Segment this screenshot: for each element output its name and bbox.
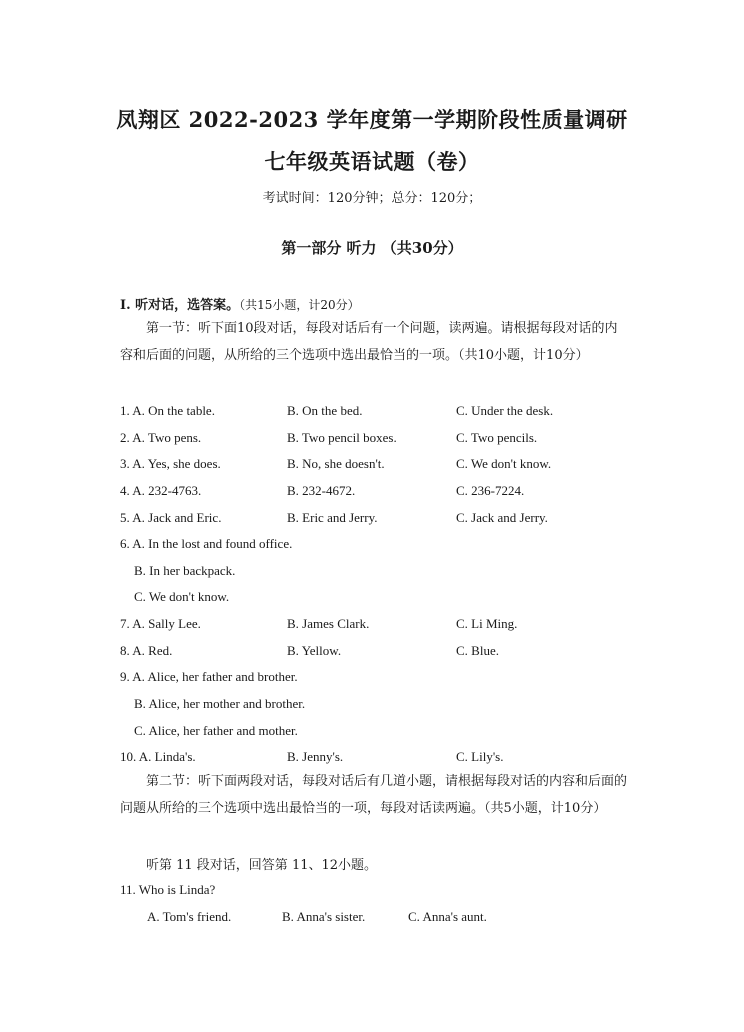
q10-option-c: C. Lily's. <box>456 749 504 764</box>
q7-option-a: 7. A. Sally Lee. <box>120 616 201 631</box>
q5-option-b: B. Eric and Jerry. <box>287 510 378 525</box>
q1-option-c: C. Under the desk. <box>456 403 554 418</box>
q9-option-c: C. Alice, her father and mother. <box>134 723 298 738</box>
q8-option-b: B. Yellow. <box>287 643 342 658</box>
q8-option-c: C. Blue. <box>456 643 499 658</box>
q9-option-a: 9. A. Alice, her father and brother. <box>120 669 298 684</box>
section-title <box>120 294 360 313</box>
q8-option-a: 8. A. Red. <box>120 643 173 658</box>
q4-option-b: B. 232-4672. <box>287 483 356 498</box>
q6-option-c: C. We don't know. <box>134 589 230 604</box>
q1-option-a: 1. A. On the table. <box>120 403 215 418</box>
q7-option-b: B. James Clark. <box>287 616 370 631</box>
q11-option-a: A. Tom's friend. <box>147 909 232 924</box>
q3-option-b: B. No, she doesn't. <box>287 456 385 471</box>
q11-option-b: B. Anna's sister. <box>282 909 366 924</box>
exam-subtitle: 七年级英语试题（卷） <box>264 149 480 174</box>
q11-option-c: C. Anna's aunt. <box>408 909 487 924</box>
q2-option-c: C. Two pencils. <box>456 430 538 445</box>
q7-option-c: C. Li Ming. <box>456 616 518 631</box>
dialogue11-note: 听第 11 段对话，回答第 11、12小题。 <box>146 858 378 873</box>
q3-option-c: C. We don't know. <box>456 456 552 471</box>
subsection2-instructions <box>120 768 630 822</box>
subsection1-instructions <box>120 315 630 369</box>
exam-title: 凤翔区 2022-2023 学年度第一学期阶段性质量调研 <box>116 107 628 132</box>
section-title-text: I. 听对话，选答案。 <box>120 298 240 313</box>
q4-option-c: C. 236-7224. <box>456 483 525 498</box>
q9-option-b: B. Alice, her mother and brother. <box>134 696 306 711</box>
q6-option-a: 6. A. In the lost and found office. <box>120 536 293 551</box>
subsection2-text: 第二节：听下面两段对话，每段对话后有几道小题，请根据每段对话的内容和后面的问题从所给的三个选项中选出最恰当的一项，每段对话读两遍。（共5小题，计10分） <box>120 774 628 816</box>
q5-option-a: 5. A. Jack and Eric. <box>120 510 222 525</box>
q10-option-a: 10. A. Linda's. <box>120 749 196 764</box>
exam-info: 考试时间：120分钟；总分：120分； <box>262 191 482 206</box>
q5-option-c: C. Jack and Jerry. <box>456 510 548 525</box>
q2-option-b: B. Two pencil boxes. <box>287 430 397 445</box>
section-score: （共15小题，计20分） <box>239 298 360 312</box>
q10-option-b: B. Jenny's. <box>287 749 344 764</box>
part-heading: 第一部分 听力 （共30分） <box>281 239 463 257</box>
q2-option-a: 2. A. Two pens. <box>120 430 202 445</box>
q1-option-b: B. On the bed. <box>287 403 363 418</box>
q11-stem: 11. Who is Linda? <box>120 882 216 897</box>
q4-option-a: 4. A. 232-4763. <box>120 483 202 498</box>
subsection1-text: 第一节：听下面10段对话，每段对话后有一个问题，读两遍。请根据每段对话的内容和后面的问题，从所给的三个选项中选出最恰当的一项。（共10小题，计10分） <box>120 321 618 363</box>
q6-option-b: B. In her backpack. <box>134 563 236 578</box>
q3-option-a: 3. A. Yes, she does. <box>120 456 221 471</box>
